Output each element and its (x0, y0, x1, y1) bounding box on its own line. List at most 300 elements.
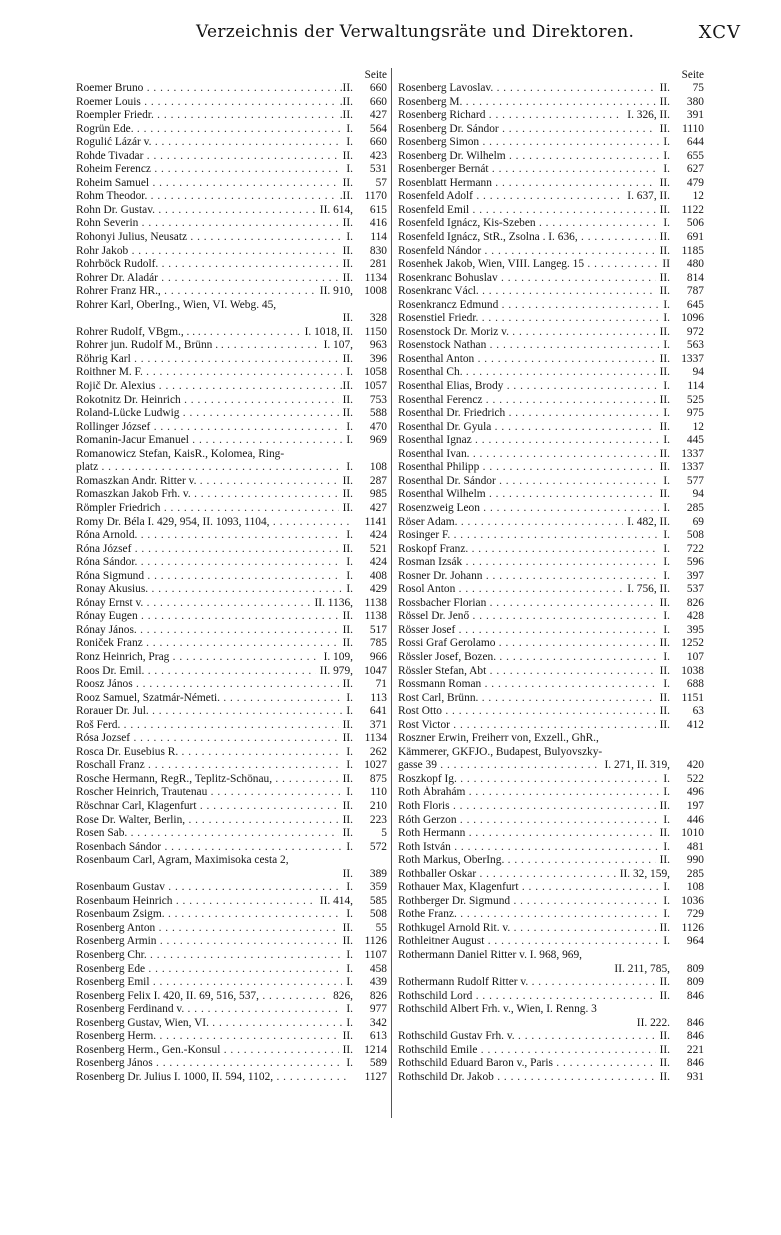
entry-volume-ref: II. (342, 488, 353, 501)
entry-name: Rosenbaum Gustav . . . (76, 881, 342, 895)
entry-name: Rosenstock Dr. Moriz v. . . . (398, 326, 656, 340)
entry-page: 55 (375, 921, 387, 934)
index-entry (76, 461, 387, 475)
entry-volume-ref: I. (663, 434, 670, 447)
entry-name: Róna József . . . (76, 543, 339, 557)
entry-name: Rosenthal Dr. Friedrich . . . (398, 407, 659, 421)
index-entry (398, 109, 704, 123)
entry-name: Ronay Akusius. . . . (76, 583, 342, 597)
index-entry (76, 231, 387, 245)
entry-volume-ref: II. (659, 488, 670, 501)
entry-name: Rosenberg Ede . . . (76, 963, 342, 977)
index-entry (398, 1030, 704, 1044)
entry-name: Ronz Heinrich, Prag . . . (76, 651, 320, 665)
entry-volume-ref: I. (346, 420, 353, 433)
entry-name: Rooz Samuel, Szatmár-Németi. . . . (76, 692, 342, 706)
entry-volume-ref: I. (346, 962, 353, 975)
entry-name: Romy Dr. Béla I. 429, 954, II. 1093, 1104, . . . (76, 516, 349, 530)
entry-volume-ref: II. (659, 420, 670, 433)
entry-page: 1027 (364, 759, 387, 772)
entry-name: Róna Sándor. . . . (76, 556, 342, 570)
entry-volume-ref: II. (342, 827, 353, 840)
right-entries (398, 82, 704, 1084)
index-entry (398, 881, 704, 895)
index-entry (398, 502, 704, 516)
entry-volume-ref: I. (663, 650, 670, 663)
entry-page: 342 (369, 1016, 387, 1029)
index-entry (398, 719, 704, 733)
entry-volume-ref: II. (342, 1043, 353, 1056)
index-entry (398, 326, 704, 340)
index-entry (76, 841, 387, 855)
entry-page: 408 (369, 569, 387, 582)
entry-name: Rosenfeld Adolf . . . (398, 190, 623, 204)
entry-volume-ref: I. (346, 461, 353, 474)
index-entry (398, 678, 704, 692)
entry-name: Rosenberg Lavoslav. . . . (398, 82, 656, 96)
entry-name: Rosenberg Felix I. 420, II. 69, 516, 537, . . . (76, 990, 329, 1004)
entry-volume-ref: II. (659, 827, 670, 840)
entry-name: Rosenfeld Emil . . . (398, 204, 656, 218)
entry-name: Rosca Dr. Eusebius R. . . . (76, 746, 342, 760)
index-entry (76, 502, 387, 516)
index-entry (76, 597, 387, 611)
entry-page: 1008 (364, 285, 387, 298)
entry-volume-ref: .II. (339, 82, 353, 94)
entry-volume-ref: II. (659, 976, 670, 989)
entry-volume-ref: I. (663, 312, 670, 325)
entry-volume-ref: I. (346, 759, 353, 772)
entry-name: Rosenkranc Václ. . . . (398, 285, 656, 299)
entry-volume-ref: I. (663, 894, 670, 907)
entry-name: Rothe Franz. . . . (398, 908, 659, 922)
entry-page: 427 (369, 109, 387, 122)
entry-page: 753 (369, 393, 387, 406)
index-entry (76, 570, 387, 584)
entry-name: Rothschild Gustav Frh. v. . . . (398, 1030, 656, 1044)
entry-volume-ref: .II. (339, 95, 353, 108)
entry-volume-ref: II. (659, 122, 670, 135)
entry-name: Roheim Ferencz . . . (76, 163, 342, 177)
entry-volume-ref: II. (342, 542, 353, 555)
entry-name: Rosenberg Anton . . . (76, 922, 339, 936)
entry-name: Rothermann Daniel Ritter v. I. 968, 969, (398, 949, 583, 961)
index-entry (398, 800, 704, 814)
entry-volume-ref: I. (663, 623, 670, 636)
entry-name: Rosenfeld Ignácz, StR., Zsolna . I. 636, . . . (398, 231, 656, 245)
entry-name: Rosenberg Gustav, Wien, VI. . . . (76, 1017, 342, 1031)
entry-name: Róna Arnold. . . . (76, 529, 342, 543)
index-entry (76, 326, 387, 340)
index-entry (398, 570, 704, 584)
entry-name: Rosenblatt Hermann . . . (398, 177, 656, 191)
entry-page: 660 (369, 95, 387, 108)
entry-page: 1110 (682, 122, 704, 135)
entry-name: Rosen Sab. . . . (76, 827, 339, 841)
entry-volume-ref: II. (342, 623, 353, 636)
entry-volume-ref: II. (659, 176, 670, 189)
entry-name: Rosenbaum Zsigm. . . . (76, 908, 342, 922)
index-entry (76, 868, 387, 882)
entry-name: Rosenberg Dr. Julius I. 1000, II. 594, 1102, . . . (76, 1071, 349, 1085)
index-entry (398, 448, 704, 462)
index-entry (76, 353, 387, 367)
index-entry (76, 96, 387, 110)
entry-volume-ref: I. (663, 908, 670, 921)
entry-page: 391 (686, 109, 704, 122)
entry-volume-ref: I. 326, II. (627, 109, 670, 122)
index-entry (398, 434, 704, 448)
entry-page: 1134 (364, 271, 387, 284)
entry-page: 1141 (364, 515, 387, 528)
index-entry (76, 705, 387, 719)
index-entry (398, 827, 704, 841)
entry-page: 1122 (681, 203, 704, 216)
right-column (398, 68, 704, 1084)
entry-name: Rohrböck Rudolf. . . . (76, 258, 339, 272)
entry-volume-ref: II. (659, 352, 670, 365)
entry-name: Rothschild Albert Frh. v., Wien, I. Renng. 3 (398, 1003, 597, 1016)
index-entry (76, 516, 387, 530)
index-entry (76, 1057, 387, 1071)
index-entry (76, 448, 387, 462)
entry-page: 480 (686, 258, 704, 271)
entry-volume-ref: I. (346, 136, 353, 149)
entry-page: 1036 (681, 894, 704, 907)
entry-page: 563 (686, 339, 704, 352)
entry-name: Roemer Bruno . . . (76, 82, 336, 96)
entry-name: Rösser Josef . . . (398, 624, 659, 638)
entry-page: 5 (381, 827, 387, 840)
entry-name: Rost Otto . . . (398, 705, 656, 719)
entry-page: 1185 (681, 244, 704, 257)
index-entry (398, 339, 704, 353)
entry-volume-ref: II. (659, 82, 670, 94)
entry-page: 846 (686, 1057, 704, 1070)
entry-page: 359 (369, 881, 387, 894)
index-entry (76, 1003, 387, 1017)
entry-name: Rónay Eugen . . . (76, 610, 339, 624)
entry-name: Rosenberg Simon . . . (398, 136, 659, 150)
index-entry (398, 163, 704, 177)
entry-volume-ref: II. (342, 244, 353, 257)
entry-name: Roszner Erwin, Freiherr von, Exzell., GhR., (398, 732, 599, 745)
entry-name: Rosenberg Ferdinand v. . . . (76, 1003, 342, 1017)
page-header (0, 22, 781, 50)
entry-volume-ref: II. (659, 1070, 670, 1083)
index-entry (398, 1071, 704, 1085)
entry-volume-ref: II. (659, 854, 670, 867)
entry-name: Rohrer Rudolf, VBgm., . . . . . . . (76, 326, 301, 340)
index-entry (76, 339, 387, 353)
index-entry (398, 637, 704, 651)
entry-volume-ref: .II. (339, 109, 353, 122)
index-entry (398, 96, 704, 110)
entry-volume-ref: I. (663, 610, 670, 623)
entry-name: Roszkopf Ig. . . . (398, 773, 659, 787)
entry-page: 577 (686, 474, 704, 487)
entry-name: Rosenthal Anton . . . (398, 353, 656, 367)
entry-name: Rosinger F. . . . (398, 529, 659, 543)
index-entry (398, 82, 704, 96)
index-entry (76, 814, 387, 828)
entry-name: Rogrün Ede. . . . (76, 123, 342, 137)
index-entry (398, 759, 704, 773)
entry-page: 830 (369, 244, 387, 257)
index-entry (76, 583, 387, 597)
entry-name: Rothermann Rudolf Ritter v. . . . (398, 976, 656, 990)
entry-name: Roland-Lücke Ludwig . . . (76, 407, 339, 421)
entry-name: Rosenberger Bernát . . . (398, 163, 659, 177)
index-entry (76, 190, 387, 204)
entry-volume-ref: II. (342, 610, 353, 623)
entry-page: 644 (686, 136, 704, 149)
entry-page: 537 (686, 583, 704, 596)
entry-volume-ref: I. 482, II. (627, 515, 670, 528)
index-entry (76, 773, 387, 787)
entry-name: Roithner M. F. . . . (76, 366, 342, 380)
entry-name: Rothschild Emile . . . (398, 1044, 656, 1058)
index-entry (398, 868, 704, 882)
entry-name: Röhrig Karl . . . (76, 353, 339, 367)
entry-name: Rorauer Dr. Jul. . . . (76, 705, 342, 719)
entry-page: 69 (692, 515, 704, 528)
entry-page: 1126 (364, 935, 387, 948)
entry-name: Rosenthal Dr. Gyula . . . (398, 421, 656, 435)
entry-page: 875 (369, 772, 387, 785)
entry-page: 809 (686, 976, 704, 989)
entry-name: Rosenthal Wilhelm . . . (398, 488, 656, 502)
entry-volume-ref: II. (659, 1043, 670, 1056)
index-entry (398, 976, 704, 990)
entry-page: 423 (369, 149, 387, 162)
entry-page: 446 (686, 813, 704, 826)
index-entry (398, 963, 704, 977)
index-entry (76, 624, 387, 638)
index-entry (76, 434, 387, 448)
entry-name: Rohr Jakob . . . (76, 245, 339, 259)
entry-page: 285 (686, 867, 704, 880)
entry-page: 210 (369, 799, 387, 812)
entry-name: Rosenberg Dr. Wilhelm . . . (398, 150, 659, 164)
entry-name: Roosz János . . . (76, 678, 339, 692)
entry-name: Rohm Theodor. . . . (76, 190, 336, 204)
index-entry (398, 204, 704, 218)
entry-volume-ref: I. (663, 529, 670, 542)
entry-page: 287 (369, 474, 387, 487)
entry-name: Rohrer Dr. Aladár . . . (76, 272, 339, 286)
entry-page: 428 (686, 610, 704, 623)
entry-volume-ref: II. 414, (319, 894, 353, 907)
entry-volume-ref: I. (346, 705, 353, 718)
entry-page: 1057 (364, 380, 387, 393)
entry-volume-ref: I. (663, 136, 670, 149)
entry-page: 660 (369, 136, 387, 149)
entry-name: Roskopf Franz. . . . (398, 543, 659, 557)
entry-page: 71 (375, 678, 387, 691)
entry-volume-ref: II. (659, 366, 670, 379)
index-entry (76, 394, 387, 408)
entry-volume-ref: I. (663, 786, 670, 799)
entry-name: Rosenkranc Bohuslav . . . (398, 272, 656, 286)
entry-volume-ref: II. (659, 447, 670, 460)
entry-page: 931 (686, 1070, 704, 1083)
entry-name: Rost Victor . . . (398, 719, 656, 733)
entry-volume-ref: II. (659, 718, 670, 731)
index-entry (76, 245, 387, 259)
entry-name: Rosenberg M. . . . (398, 96, 656, 110)
index-entry (76, 949, 387, 963)
entry-name: Rosenbach Sándor . . . (76, 841, 342, 855)
entry-volume-ref: II. (342, 393, 353, 406)
entry-volume-ref: II. (659, 705, 670, 718)
entry-name: Roth Markus, OberIng. . . . (398, 854, 656, 868)
entry-volume-ref: I. (346, 231, 353, 244)
entry-volume-ref: II. 32, 159, (619, 867, 670, 880)
entry-name: Roniček Franz . . . (76, 637, 339, 651)
entry-page: 429 (369, 583, 387, 596)
index-entry (76, 366, 387, 380)
entry-volume-ref: II. (342, 258, 353, 271)
entry-page: 1150 (364, 325, 387, 338)
index-entry (398, 543, 704, 557)
entry-name: Rossbacher Florian . . . (398, 597, 656, 611)
index-entry (398, 854, 704, 868)
index-entry (398, 245, 704, 259)
index-entry (76, 488, 387, 502)
entry-name: Rosenberg Armin . . . (76, 935, 339, 949)
entry-volume-ref: I. 109, (323, 650, 353, 663)
entry-volume-ref: I. (663, 542, 670, 555)
index-entry (76, 990, 387, 1004)
entry-volume-ref: II. (342, 921, 353, 934)
index-entry (398, 597, 704, 611)
index-entry (76, 258, 387, 272)
entry-name: Rosenkrancz Edmund . . . (398, 299, 659, 313)
entry-name: Rohrer Franz HR., . . . (76, 285, 316, 299)
entry-volume-ref: I. 1018, II. (304, 325, 353, 338)
index-entry (398, 136, 704, 150)
index-entry (398, 150, 704, 164)
entry-volume-ref: II. (342, 813, 353, 826)
entry-name: Rónay János. . . . (76, 624, 339, 638)
index-entry (398, 285, 704, 299)
index-entry (398, 665, 704, 679)
entry-volume-ref: I. (663, 772, 670, 785)
index-entry (76, 719, 387, 733)
entry-volume-ref: II. (342, 352, 353, 365)
entry-volume-ref: I. (663, 813, 670, 826)
entry-volume-ref: I. (346, 691, 353, 704)
entry-name: Rosenthal Ignaz . . . (398, 434, 659, 448)
index-entry (76, 475, 387, 489)
entry-name: Rothschild Eduard Baron v., Paris . . . (398, 1057, 656, 1071)
entry-volume-ref: I. (346, 122, 353, 135)
entry-name: Rosenberg János . . . (76, 1057, 342, 1071)
column-divider (391, 68, 392, 1118)
entry-page: 809 (686, 962, 704, 975)
entry-page: 826 (686, 596, 704, 609)
entry-page: 75 (692, 82, 704, 94)
entry-page: 395 (686, 623, 704, 636)
entry-volume-ref: II. 910, (319, 285, 353, 298)
entry-name: Rohn Severin . . . (76, 217, 339, 231)
entry-page: 1058 (364, 366, 387, 379)
entry-name: Rossmann Roman . . . (398, 678, 659, 692)
entry-volume-ref: I. (346, 583, 353, 596)
index-entry (398, 488, 704, 502)
entry-name: Romanowicz Stefan, KaisR., Kolomea, Ring- (76, 447, 285, 460)
entry-volume-ref: I. (663, 298, 670, 311)
entry-page: 966 (369, 650, 387, 663)
entry-page: 814 (686, 271, 704, 284)
entry-page: 627 (686, 163, 704, 176)
entry-name: Kämmerer, GKFJO., Budapest, Bulyovszky- (398, 745, 603, 758)
entry-page: 846 (686, 989, 704, 1002)
entry-page: 262 (369, 745, 387, 758)
entry-name: Roth István . . . (398, 841, 659, 855)
entry-volume-ref: II (662, 258, 670, 271)
index-entry (76, 217, 387, 231)
index-entry (76, 922, 387, 936)
entry-volume-ref: II. (659, 1057, 670, 1070)
entry-volume-ref: II. (659, 393, 670, 406)
entry-page: 479 (686, 176, 704, 189)
entry-page: 729 (686, 908, 704, 921)
index-entry (76, 136, 387, 150)
entry-volume-ref: II. (659, 596, 670, 609)
entry-page: 107 (686, 650, 704, 663)
entry-volume-ref: I. (346, 163, 353, 176)
entry-page: 660 (369, 82, 387, 94)
index-entry (398, 258, 704, 272)
entry-page: 328 (369, 312, 387, 325)
left-column (76, 68, 387, 1084)
entry-volume-ref: II. (659, 637, 670, 650)
index-entry (76, 1044, 387, 1058)
entry-page: 1127 (364, 1070, 387, 1083)
index-entry (398, 583, 704, 597)
entry-name: Rose Dr. Walter, Berlin, . . . (76, 814, 339, 828)
entry-page: 1151 (681, 691, 704, 704)
index-entry (76, 380, 387, 394)
entry-page: 94 (692, 488, 704, 501)
entry-name: Roth Floris . . . (398, 800, 656, 814)
entry-page: 110 (370, 786, 387, 799)
entry-page: 57 (375, 176, 387, 189)
entry-page: 108 (369, 461, 387, 474)
entry-page: 380 (686, 95, 704, 108)
entry-name: Rosenthal Ch. . . . (398, 366, 656, 380)
entry-name: Romaszkan Andr. Ritter v. . . . (76, 475, 339, 489)
index-entry (398, 651, 704, 665)
index-entry (398, 610, 704, 624)
index-entry (76, 665, 387, 679)
entry-page: 94 (692, 366, 704, 379)
entry-volume-ref: II. 614, (319, 203, 353, 216)
entry-volume-ref: II. (342, 312, 353, 325)
entry-volume-ref: I. (663, 501, 670, 514)
entry-volume-ref: II. (342, 678, 353, 691)
entry-name: Rosenhek Jakob, Wien, VIII. Langeg. 15 . . . (398, 258, 658, 272)
entry-volume-ref: I. 637, II. (627, 190, 670, 203)
entry-page: 113 (370, 691, 387, 704)
entry-volume-ref: I. (663, 217, 670, 230)
entry-page: 525 (686, 393, 704, 406)
entry-name: Rohde Tivadar . . . (76, 150, 339, 164)
entry-volume-ref: II. (659, 95, 670, 108)
entry-name: Romaszkan Jakob Frh. v. . . . (76, 488, 339, 502)
